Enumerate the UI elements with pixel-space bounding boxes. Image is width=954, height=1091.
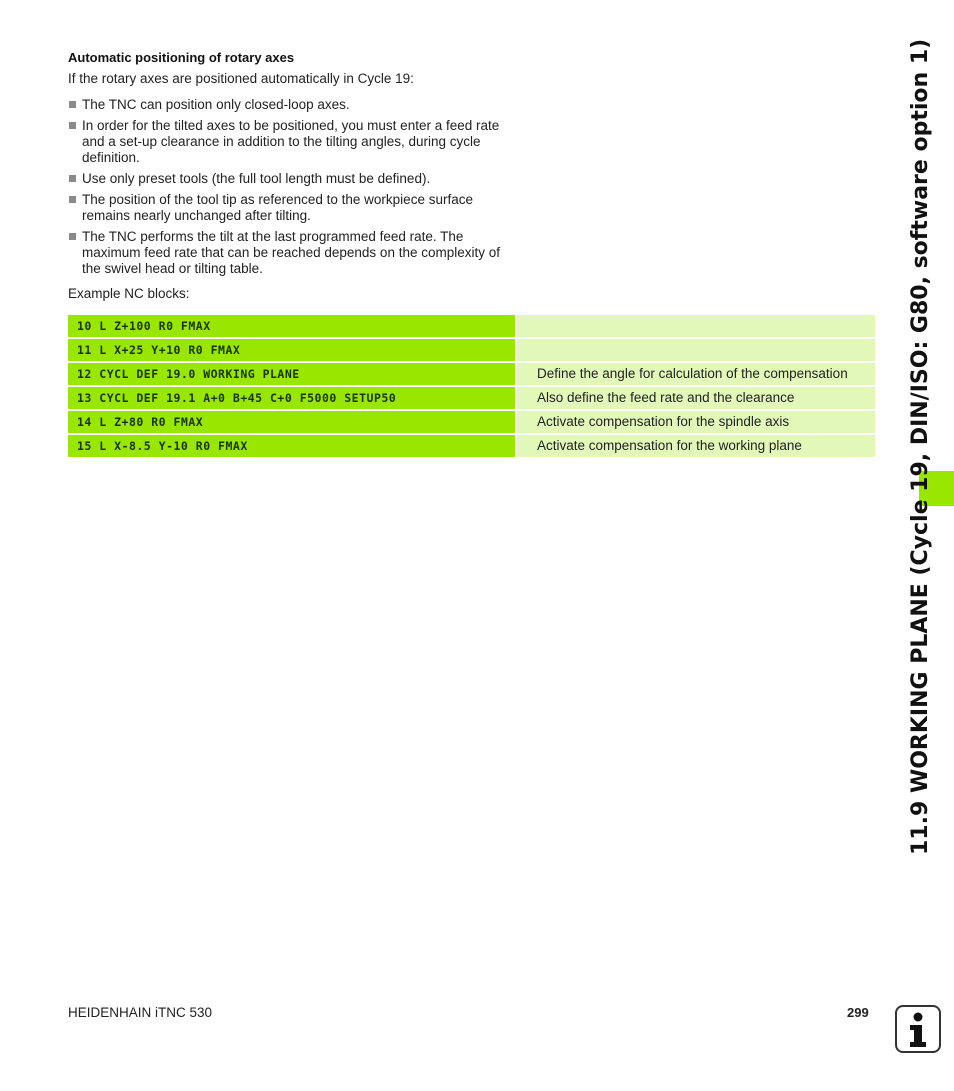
list-item-text: The TNC performs the tilt at the last programmed feed rate. The maximum feed rate that can be reached depends on the complexity of the swivel head or tilting table. <box>82 229 500 276</box>
section-heading: Automatic positioning of rotary axes <box>68 50 295 65</box>
list-item <box>68 171 513 187</box>
nc-block-table <box>68 315 875 459</box>
nc-code-cell: 14 L Z+80 R0 FMAX <box>68 411 515 433</box>
table-row <box>68 315 875 337</box>
nc-comment-cell: Define the angle for calculation of the compensation <box>517 363 875 385</box>
nc-code-cell: 10 L Z+100 R0 FMAX <box>68 315 515 337</box>
example-label: Example NC blocks: <box>68 286 190 301</box>
list-item <box>68 97 513 113</box>
info-icon <box>895 1005 941 1053</box>
nc-code-cell: 12 CYCL DEF 19.0 WORKING PLANE <box>68 363 515 385</box>
page-number: 299 <box>847 1005 869 1020</box>
nc-comment-cell <box>517 315 875 337</box>
nc-comment-cell <box>517 339 875 361</box>
nc-comment-cell: Also define the feed rate and the clearance <box>517 387 875 409</box>
table-row <box>68 387 875 409</box>
list-item-text: Use only preset tools (the full tool length must be defined). <box>82 171 431 186</box>
footer-product-name: HEIDENHAIN iTNC 530 <box>68 1005 213 1020</box>
table-row <box>68 435 875 457</box>
chapter-side-title: 11.9 WORKING PLANE (Cycle 19, DIN/ISO: G80, software option 1) <box>908 38 933 855</box>
nc-comment-cell: Activate compensation for the spindle axis <box>517 411 875 433</box>
square-bullet-icon <box>69 101 76 108</box>
bullet-list <box>68 97 513 282</box>
table-row <box>68 411 875 433</box>
list-item <box>68 229 513 277</box>
square-bullet-icon <box>69 122 76 129</box>
square-bullet-icon <box>69 233 76 240</box>
square-bullet-icon <box>69 196 76 203</box>
table-row <box>68 339 875 361</box>
list-item-text: The position of the tool tip as referenced to the workpiece surface remains nearly unchanged after tilting. <box>82 192 473 223</box>
list-item <box>68 192 513 224</box>
table-row <box>68 363 875 385</box>
intro-text: If the rotary axes are positioned automatically in Cycle 19: <box>68 71 414 86</box>
nc-code-cell: 15 L X-8.5 Y-10 R0 FMAX <box>68 435 515 457</box>
list-item <box>68 118 513 166</box>
square-bullet-icon <box>69 175 76 182</box>
list-item-text: The TNC can position only closed-loop axes. <box>82 97 350 112</box>
list-item-text: In order for the tilted axes to be positioned, you must enter a feed rate and a set-up clearance in addition to the tilting angles, during cycle definition. <box>82 118 500 165</box>
nc-code-cell: 13 CYCL DEF 19.1 A+0 B+45 C+0 F5000 SETUP50 <box>68 387 515 409</box>
nc-comment-cell: Activate compensation for the working plane <box>517 435 875 457</box>
nc-code-cell: 11 L X+25 Y+10 R0 FMAX <box>68 339 515 361</box>
